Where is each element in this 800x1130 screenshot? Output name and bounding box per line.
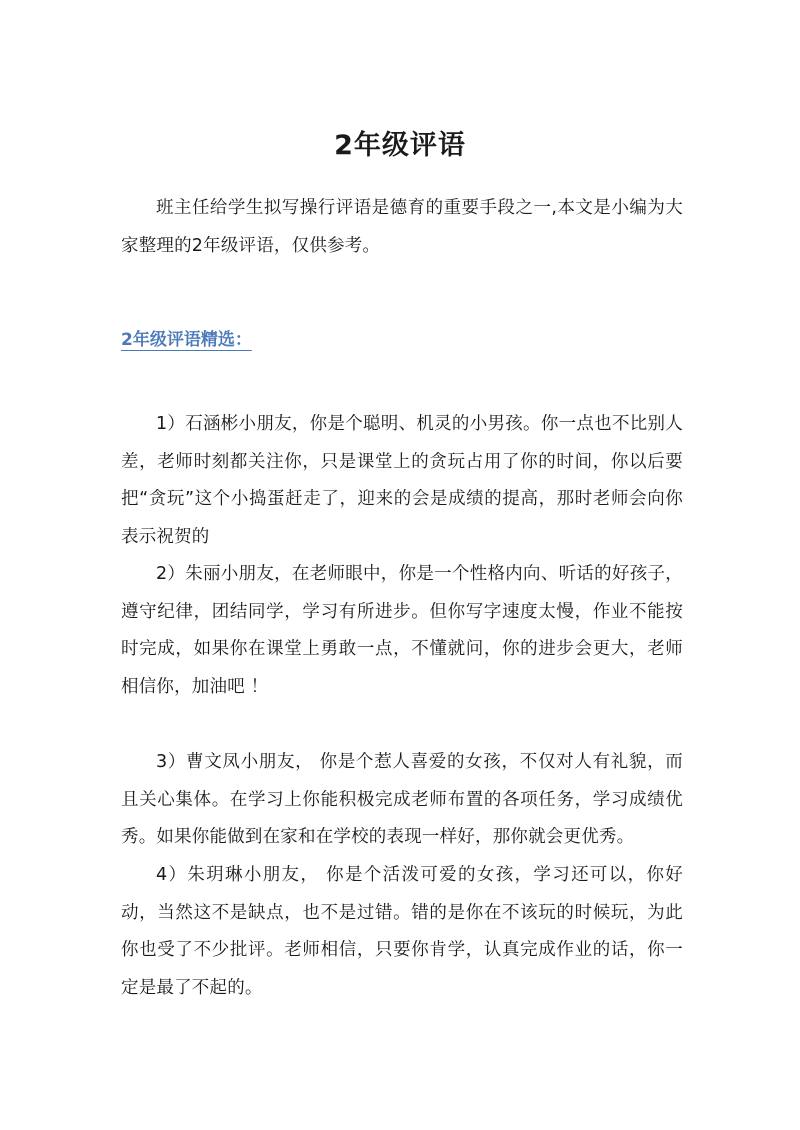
intro-paragraph: 班主任给学生拟写操行评语是德育的重要手段之一,本文是小编为大家整理的2年级评语，仅供参考。	[121, 198, 683, 256]
comment-paragraph-4: 4）朱玥琳小朋友， 你是个活泼可爱的女孩，学习还可以，你好动，当然这不是缺点，也不是过错。错的是你在不该玩的时候玩，为此你也受了不少批评。老师相信，只要你肯学，认真完成作业的话，你一定是最了不起的。	[121, 865, 683, 998]
comment-paragraph-1: 1）石涵彬小朋友，你是个聪明、机灵的小男孩。你一点也不比别人差，老师时刻都关注你，只是课堂上的贪玩占用了你的时间，你以后要把“贪玩”这个小捣蛋赶走了，迎来的会是成绩的提高，那时老师会向你表示祝贺的	[121, 414, 683, 547]
section-heading: 2年级评语精选：	[121, 330, 252, 350]
page-title: 2年级评语	[334, 130, 466, 161]
comment-paragraph-3: 3）曹文凤小朋友， 你是个惹人喜爱的女孩，不仅对人有礼貌，而且关心集体。在学习上你能积极完成老师布置的各项任务，学习成绩优秀。如果你能做到在家和在学校的表现一样好，那你就会更优秀。	[121, 752, 683, 847]
comment-paragraph-2: 2）朱丽小朋友，在老师眼中，你是一个性格内向、听话的好孩子，遵守纪律，团结同学，学习有所进步。但你写字速度太慢，作业不能按时完成，如果你在课堂上勇敢一点，不懂就问，你的进步会更大，老师相信你，加油吧 ！	[121, 564, 683, 697]
